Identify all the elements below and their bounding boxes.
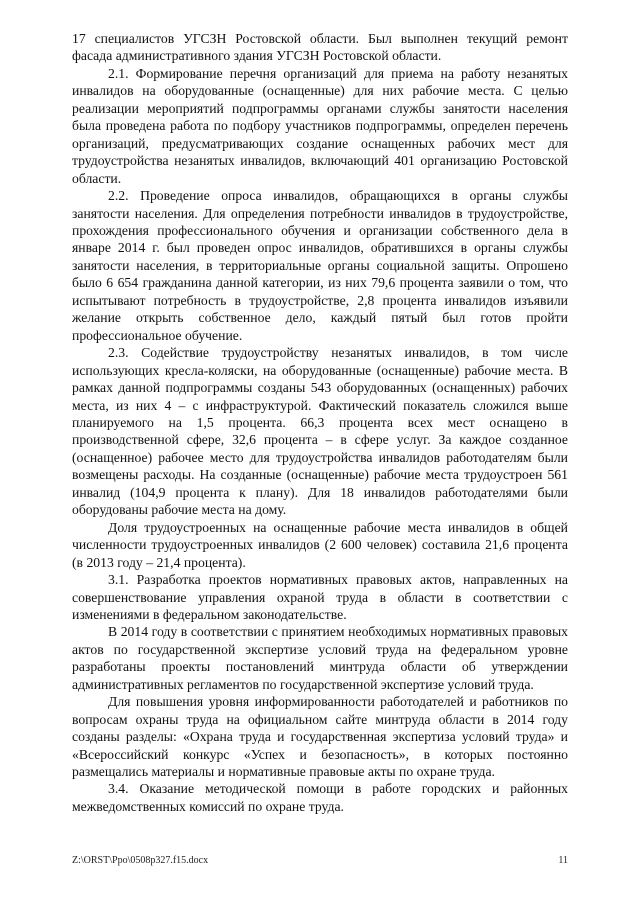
paragraph-2-3: 2.3. Содействие трудоустройству незанятых инвалидов, в том числе использующих кресла-коляски, на оборудованные (оснащенные) рабочие места. В рамках данной подпрограммы созданы 543 оборудованных (оснащенных) рабочих места, из них 4 – с инфраструктурой. Фактический показатель сложился выше планируемого на 1,5 процента. 66,3 процента всех мест оснащено в производственной сфере, 32,6 процента – в сфере услуг. За каждое созданное (оснащенное) рабочее место для трудоустройства инвалидов работодателям были возмещены расходы. На созданные (оснащенные) рабочие места трудоустроен 561 инвалид (104,9 процента к плану). Для 18 инвалидов работодателями были оборудованы рабочие места на дому. (72, 345, 568, 518)
file-path: Z:\ORST\Ppo\0508p327.f15.docx (72, 855, 209, 866)
paragraph-continuation: 17 специалистов УГСЗН Ростовской области. Был выполнен текущий ремонт фасада административного здания УГСЗН Ростовской области. (72, 31, 568, 64)
page-footer (72, 855, 568, 869)
paragraph-share-employed: Доля трудоустроенных на оснащенные рабочие места инвалидов в общей численности трудоустроенных инвалидов (2 600 человек) составила 21,6 процента (в 2013 году – 21,4 процента). (72, 519, 568, 570)
paragraph-3-1: 3.1. Разработка проектов нормативных правовых актов, направленных на совершенствование управления охраной труда в области в соответствии с изменениями в федеральном законодательстве. (72, 572, 568, 622)
paragraph-2-1: 2.1. Формирование перечня организаций для приема на работу незанятых инвалидов на оборудованные (оснащенные) для них рабочие места. С целью реализации мероприятий подпрограммы органами службы занятости населения была проведена работа по подбору участников подпрограммы, определен перечень организаций, предусматривающих создание оснащенных рабочих мест для трудоустройства незанятых инвалидов, включающий 401 организацию Ростовской области. (72, 65, 568, 186)
paragraph-website-sections: Для повышения уровня информированности работодателей и работников по вопросам охраны труда на официальном сайте минтруда области в 2014 году созданы разделы: «Охрана труда и государственная экспертиза условий труда» и «Всероссийский конкурс «Успех и безопасность», в которых постоянно размещались материалы и нормативные правовые акты по охране труда. (72, 694, 568, 780)
paragraph-3-4: 3.4. Оказание методической помощи в работе городских и районных межведомственных комиссий по охране труда. (72, 781, 568, 814)
paragraph-2-2: 2.2. Проведение опроса инвалидов, обращающихся в органы службы занятости населения. Для определения потребности инвалидов в трудоустройстве, прохождения профессионального обучения и организации собственного дела в январе 2014 г. был проведен опрос инвалидов, обратившихся в органы службы занятости населения, в территориальные органы социальной защиты. Опрошено было 6 654 гражданина данной категории, из них 79,6 процента заявили о том, что испытывают потребность в трудоустройстве, 2,8 процента инвалидов изъявили желание открыть собственное дело, каждый пятый был готов пройти профессиональное обучение. (72, 188, 568, 343)
document-body (72, 30, 568, 815)
paragraph-2014-regulations: В 2014 году в соответствии с принятием необходимых нормативных правовых актов по государственной экспертизе условий труда на федеральном уровне разработаны проекты постановлений минтруда области об утверждении административных регламентов по государственной экспертизе условий труда. (72, 624, 568, 692)
page-number: 11 (558, 855, 568, 866)
